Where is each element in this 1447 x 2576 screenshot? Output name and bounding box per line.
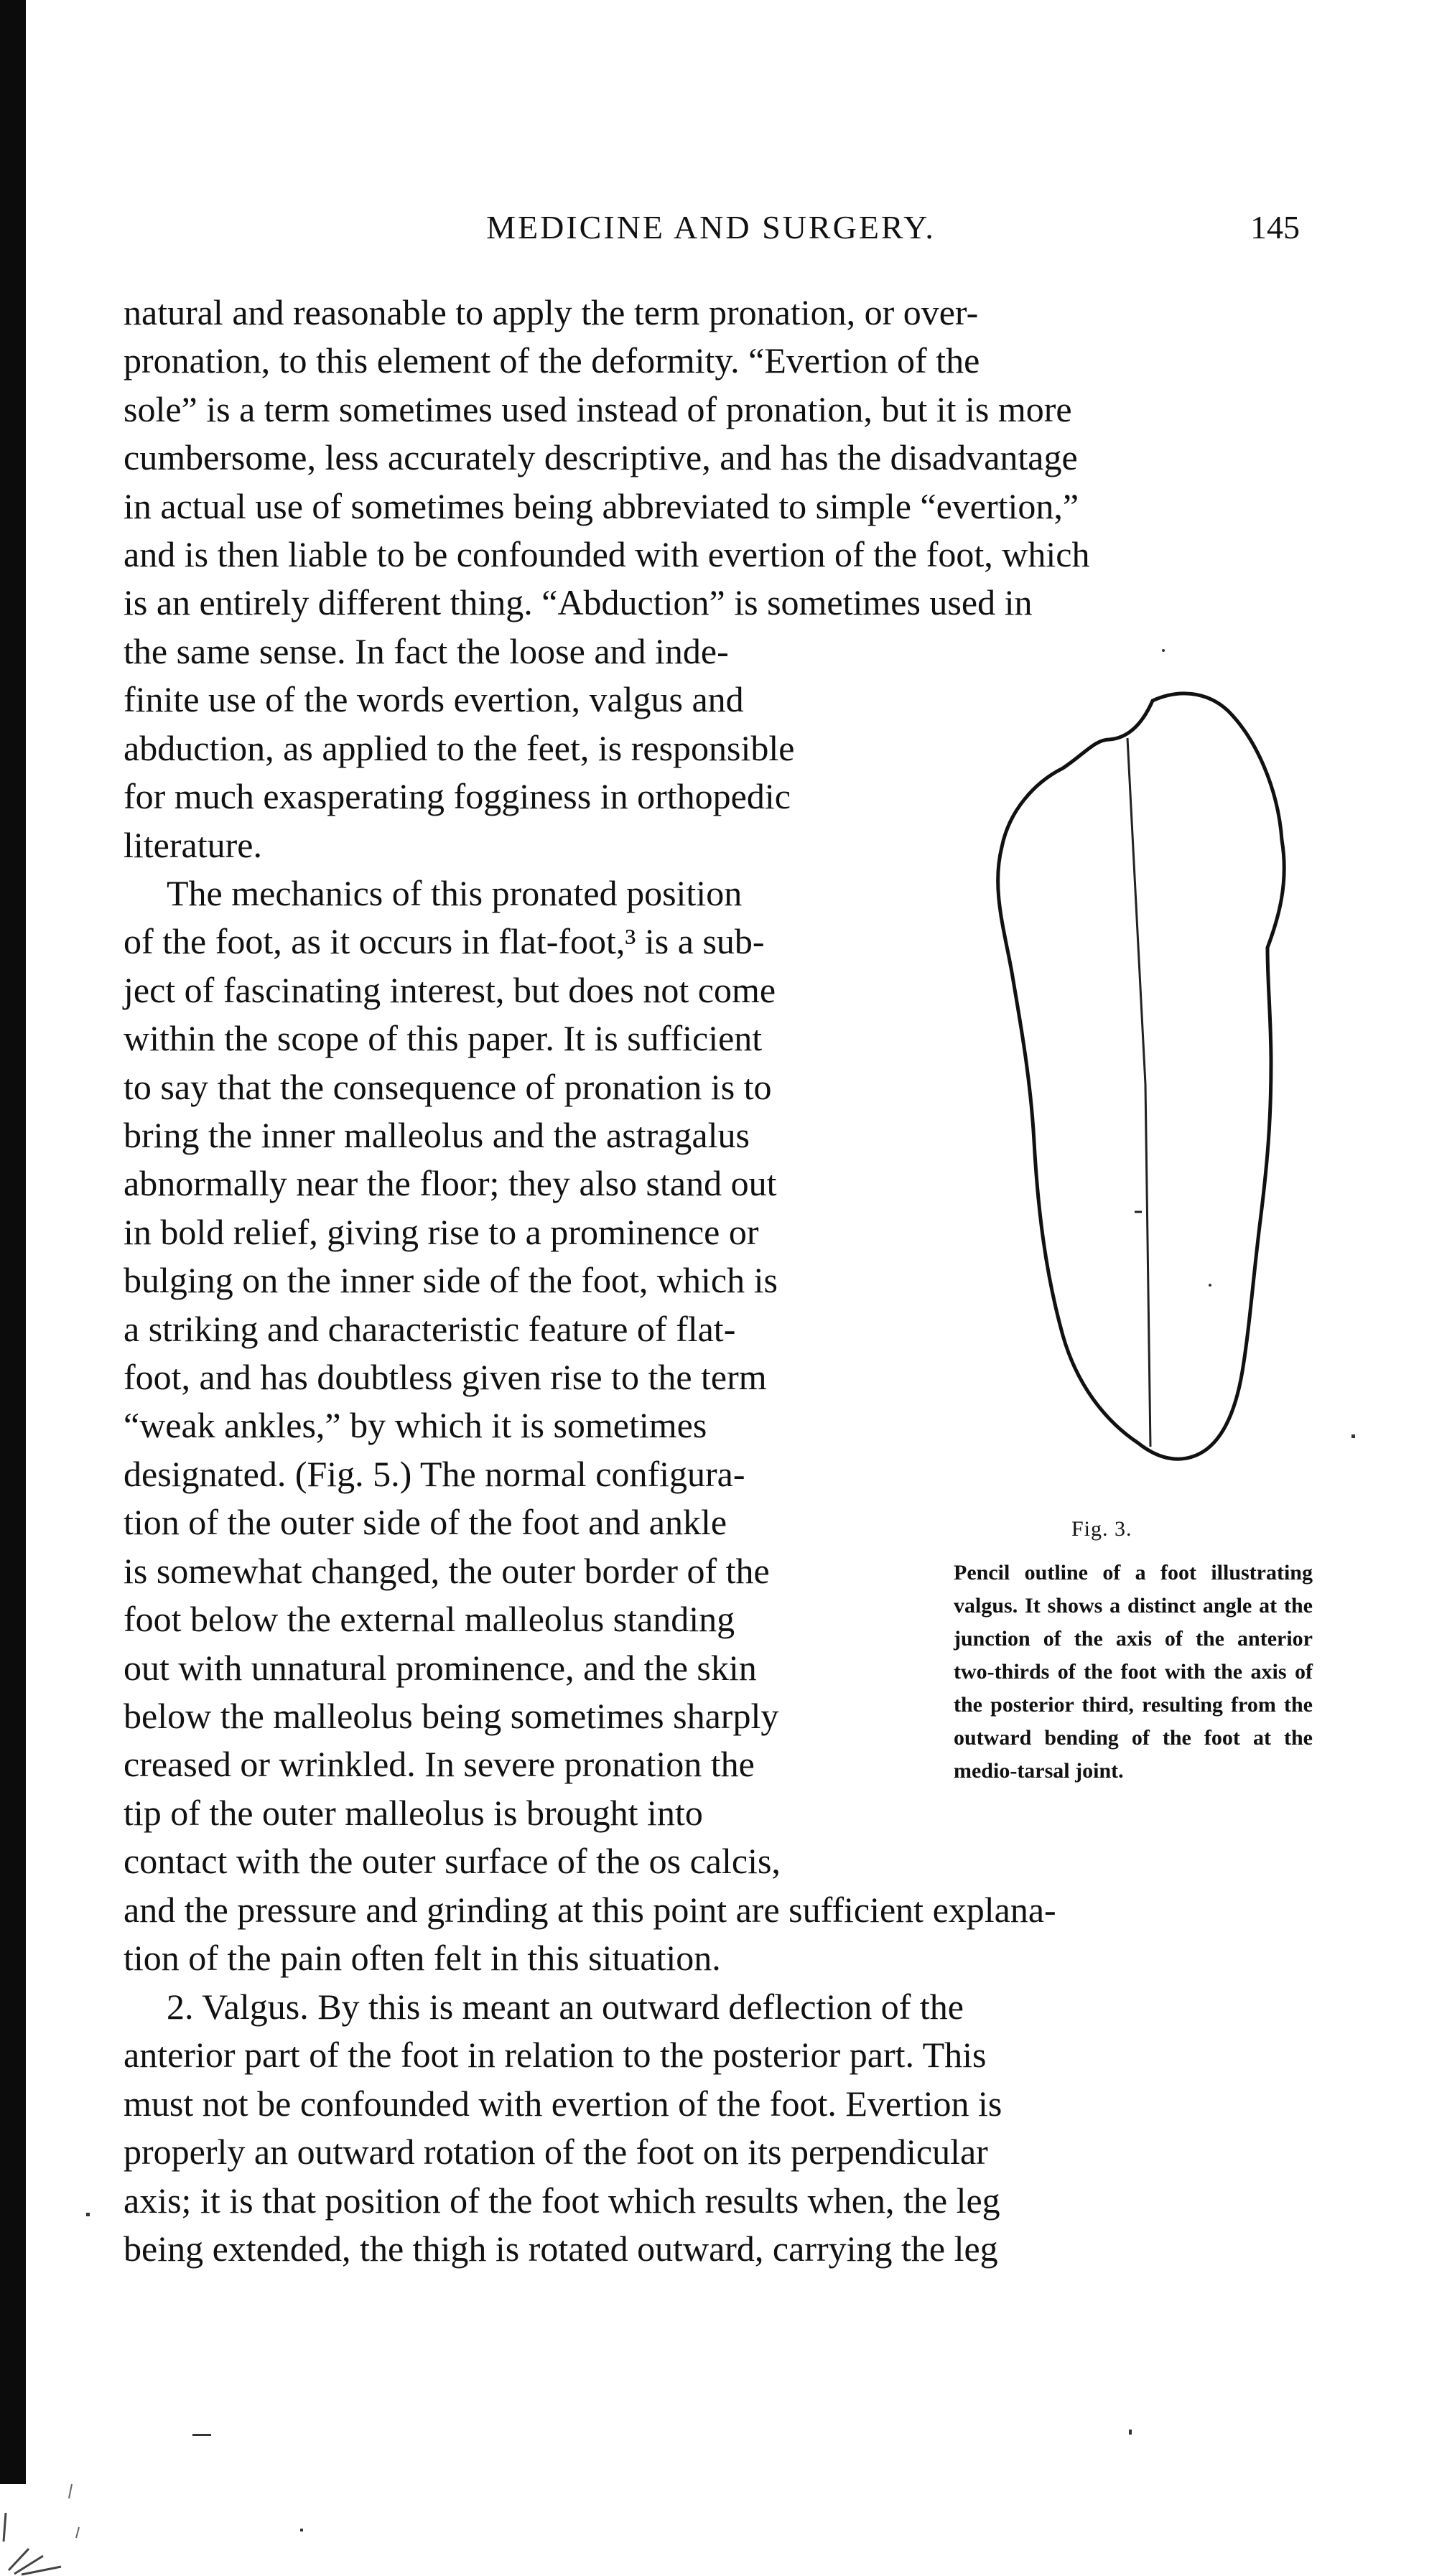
text-line: ject of fascinating interest, but does not come bbox=[124, 969, 776, 1010]
text-line: bring the inner malleolus and the astragalus bbox=[124, 1115, 750, 1156]
text-line: tion of the outer side of the foot and ankle bbox=[124, 1502, 727, 1543]
text-line: axis; it is that position of the foot which results when, the leg bbox=[124, 2180, 1000, 2221]
text-line: designated. (Fig. 5.) The normal configura- bbox=[124, 1453, 745, 1494]
foot-outline bbox=[998, 694, 1285, 1459]
text-line: in actual use of sometimes being abbreviated to simple “evertion,” bbox=[124, 485, 1079, 526]
paragraph-1-column bbox=[124, 627, 921, 869]
paragraph-1-full bbox=[124, 289, 1300, 627]
text-line: finite use of the words evertion, valgus and bbox=[124, 679, 744, 720]
figure-caption: Pencil outline of a foot illustrating valgus. It shows a distinct angle at the junction of the axis of the anterior two-thirds of the foot with the axis of the posterior third, resulting from the outward bending of the foot at the medio-tarsal joint. bbox=[954, 1561, 1313, 1783]
scan-speck bbox=[300, 2529, 303, 2531]
scan-binding-edge bbox=[0, 0, 26, 2484]
text-line: abduction, as applied to the feet, is responsible bbox=[124, 727, 795, 768]
text-line: bulging on the inner side of the foot, which is bbox=[124, 1260, 778, 1301]
scan-speck bbox=[192, 2434, 211, 2436]
text-line: pronation, to this element of the deformity. “Evertion of the bbox=[124, 340, 980, 381]
dot-mark bbox=[1209, 1284, 1211, 1287]
dot-mark bbox=[1162, 649, 1165, 652]
text-line: within the scope of this paper. It is sufficient bbox=[124, 1018, 763, 1059]
figure-label: Fig. 3. bbox=[1071, 1517, 1132, 1541]
text-line: is somewhat changed, the outer border of the bbox=[124, 1550, 770, 1591]
text-line: abnormally near the floor; they also stand out bbox=[124, 1163, 777, 1204]
paragraph-2-full bbox=[124, 1886, 1300, 1983]
page-number: 145 bbox=[1250, 209, 1300, 246]
text-line: is an entirely different thing. “Abduction” is sometimes used in bbox=[124, 582, 1033, 623]
text-line: tip of the outer malleolus is brought into bbox=[124, 1792, 703, 1833]
text-line: “weak ankles,” by which it is sometimes bbox=[124, 1405, 707, 1446]
text-line: a striking and characteristic feature of flat- bbox=[124, 1308, 736, 1349]
scan-speck bbox=[1129, 2430, 1132, 2435]
text-line: of the foot, as it occurs in flat-foot,³ is a sub- bbox=[124, 921, 765, 962]
text-line: natural and reasonable to apply the term pronation, or over- bbox=[124, 292, 979, 332]
paragraph-2-column bbox=[124, 869, 921, 1886]
text-line: creased or wrinkled. In severe pronation the bbox=[124, 1744, 755, 1785]
text-line: for much exasperating fogginess in orthopedic bbox=[124, 776, 791, 817]
text-line: must not be confounded with evertion of the foot. Evertion is bbox=[124, 2083, 1002, 2124]
scan-speck bbox=[86, 2213, 90, 2216]
text-line: being extended, the thigh is rotated outward, carrying the leg bbox=[124, 2229, 998, 2269]
page-header bbox=[122, 201, 1300, 266]
scan-corner-marks bbox=[0, 2470, 129, 2576]
text-line: to say that the consequence of pronation is to bbox=[124, 1066, 772, 1107]
scan-speck bbox=[1351, 1434, 1355, 1438]
running-title: MEDICINE AND SURGERY. bbox=[486, 209, 936, 246]
text-line: below the malleolus being sometimes sharply bbox=[124, 1695, 779, 1736]
text-line: out with unnatural prominence, and the skin bbox=[124, 1647, 757, 1688]
axis-line-posterior bbox=[1145, 1084, 1150, 1447]
text-line: foot, and has doubtless given rise to the term bbox=[124, 1357, 767, 1398]
text-line: the same sense. In fact the loose and inde- bbox=[124, 631, 729, 671]
text-line: in bold relief, giving rise to a prominence or bbox=[124, 1211, 759, 1252]
text-line: cumbersome, less accurately descriptive, and has the disadvantage bbox=[124, 437, 1078, 478]
text-line: The mechanics of this pronated position bbox=[167, 873, 743, 913]
text-line: foot below the external malleolus standing bbox=[124, 1599, 735, 1640]
text-line: literature. bbox=[124, 824, 262, 865]
text-line: tion of the pain often felt in this situation. bbox=[124, 1938, 721, 1979]
axis-line-anterior bbox=[1127, 738, 1145, 1084]
text-line: properly an outward rotation of the foot on its perpendicular bbox=[124, 2132, 988, 2173]
text-line: and the pressure and grinding at this point are sufficient explana- bbox=[124, 1890, 1056, 1930]
text-line: 2. Valgus. By this is meant an outward deflection of the bbox=[167, 1987, 964, 2027]
paragraph-3-valgus bbox=[124, 1983, 1300, 2273]
text-line: anterior part of the foot in relation to the posterior part. This bbox=[124, 2035, 987, 2076]
foot-outline-figure bbox=[962, 646, 1321, 1493]
text-line: contact with the outer surface of the os calcis, bbox=[124, 1841, 781, 1882]
text-line: and is then liable to be confounded with evertion of the foot, which bbox=[124, 534, 1090, 575]
text-line: sole” is a term sometimes used instead of pronation, but it is more bbox=[124, 388, 1072, 429]
